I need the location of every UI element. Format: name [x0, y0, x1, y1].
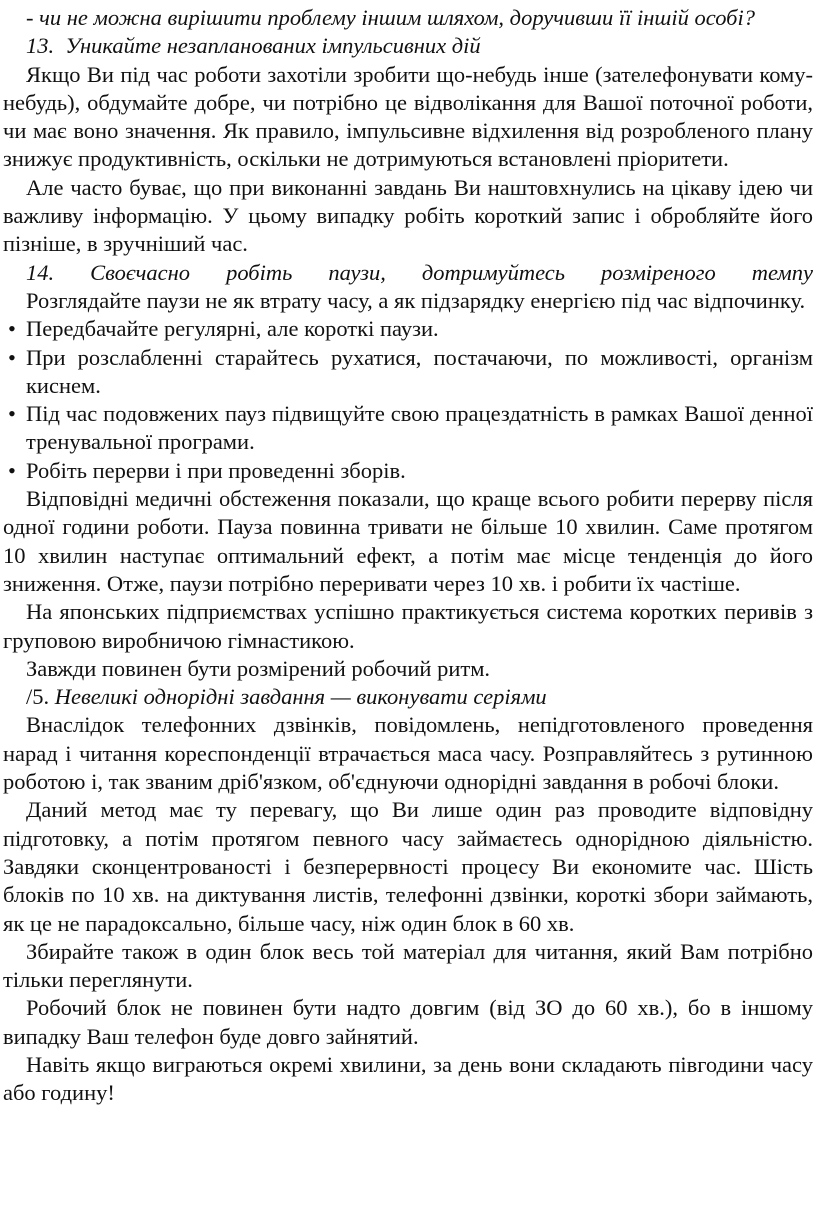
bullet-item: [3, 400, 813, 457]
section-14-title: Своєчасно робіть паузи, дотримуйтесь розміреного темпу: [90, 259, 813, 285]
intro-line: - чи не можна вирішити проблему іншим шляхом, доручивши її іншій особі?: [26, 5, 755, 30]
bullet-marker: •: [8, 316, 16, 342]
bullet-text: Робіть перерви і при проведенні зборів.: [26, 457, 406, 483]
section-14-heading: [3, 259, 813, 287]
section-13-paragraph: Якщо Ви під час роботи захотіли зробити що-небудь інше (зателефонувати кому-небудь), обдумайте добре, чи потрібно це відволікання для Вашої поточної роботи, чи має воно значення. Як правило, імпульсивне відхилення від розробленого плану знижує продуктивність, оскільки не дотримуються встановлені пріоритети.: [3, 61, 813, 172]
bullet-marker: •: [8, 344, 16, 370]
section-14-paragraph: Завжди повинен бути розмірений робочий ритм.: [26, 655, 491, 681]
section-14-paragraph: Відповідні медичні обстеження показали, що краще всього робити перерву після одної години роботи. Пауза повинна тривати не більше 10 хвилин. Саме протягом 10 хвилин наступає оптимальний ефект, а потім має місце тенденція до його зниження. Отже, паузи потрібно переривати через 10 хв. і робити їх частіше.: [3, 486, 813, 596]
section-13-title: Уникайте незапланованих імпульсивних дій: [65, 33, 481, 59]
bullet-item: [3, 344, 813, 401]
section-14-bullet-list: [3, 315, 813, 485]
bullet-marker: •: [8, 457, 16, 483]
section-14-lead: Розглядайте паузи не як втрату часу, а як підзарядку енергією під час відпочинку.: [26, 287, 806, 313]
section-15-paragraph: Навіть якщо виграються окремі хвилини, за день вони складають півгодини часу або годину!: [3, 1051, 813, 1106]
section-14-number: 14.: [26, 259, 55, 285]
section-13-number: 13.: [26, 33, 55, 59]
section-15-number: /5.: [26, 684, 50, 710]
bullet-text: Передбачайте регулярні, але короткі паузи.: [26, 316, 439, 342]
section-15-paragraph: Збирайте також в один блок весь той матеріал для читання, який Вам потрібно тільки переглянути.: [3, 938, 813, 993]
document-page: [3, 4, 813, 1108]
bullet-text: Під час подовжених пауз підвищуйте свою працездатність в рамках Вашої денної тренувальної програми.: [26, 401, 813, 455]
bullet-item: [3, 315, 813, 343]
section-14-paragraph: На японських підприємствах успішно практикується система коротких перивів з груповою виробничою гімнастикою.: [3, 599, 813, 653]
section-13-paragraph: Але часто буває, що при виконанні завдань Ви наштовхнулись на цікаву ідею чи важливу інформацію. У цьому випадку робіть короткий запис і обробляйте його пізніше, в зручніший час.: [3, 174, 813, 257]
bullet-marker: •: [8, 401, 16, 427]
section-13-heading: [3, 32, 813, 60]
section-15-paragraph: Внаслідок телефонних дзвінків, повідомлень, непідготовленого проведення нарад і читання кореспонденції втрачається маса часу. Розправляйтесь з рутинною роботою і, так званим дріб'язком, об'єднуючи однорідні завдання в робочі блоки.: [3, 712, 813, 795]
bullet-item: [3, 457, 813, 485]
bullet-text: При розслабленні старайтесь рухатися, постачаючи, по можливості, організм киснем.: [26, 344, 813, 398]
section-15-title: Невеликі однорідні завдання — виконувати серіями: [54, 684, 547, 710]
section-15-paragraph: Робочий блок не повинен бути надто довгим (від ЗО до 60 хв.), бо в іншому випадку Ваш телефон буде довго зайнятий.: [3, 995, 813, 1049]
section-15-paragraph: Даний метод має ту перевагу, що Ви лише один раз проводите відповідну підготовку, а потім протягом певного часу займаєтесь однорідною діяльністю. Завдяки сконцентрованості і безперервності процесу Ви економите час. Шість блоків по 10 хв. на диктування листів, телефонні дзвінки, короткі збори займають, як це не парадоксально, більше часу, ніж один блок в 60 хв.: [3, 797, 813, 936]
section-15-heading: [3, 683, 813, 711]
